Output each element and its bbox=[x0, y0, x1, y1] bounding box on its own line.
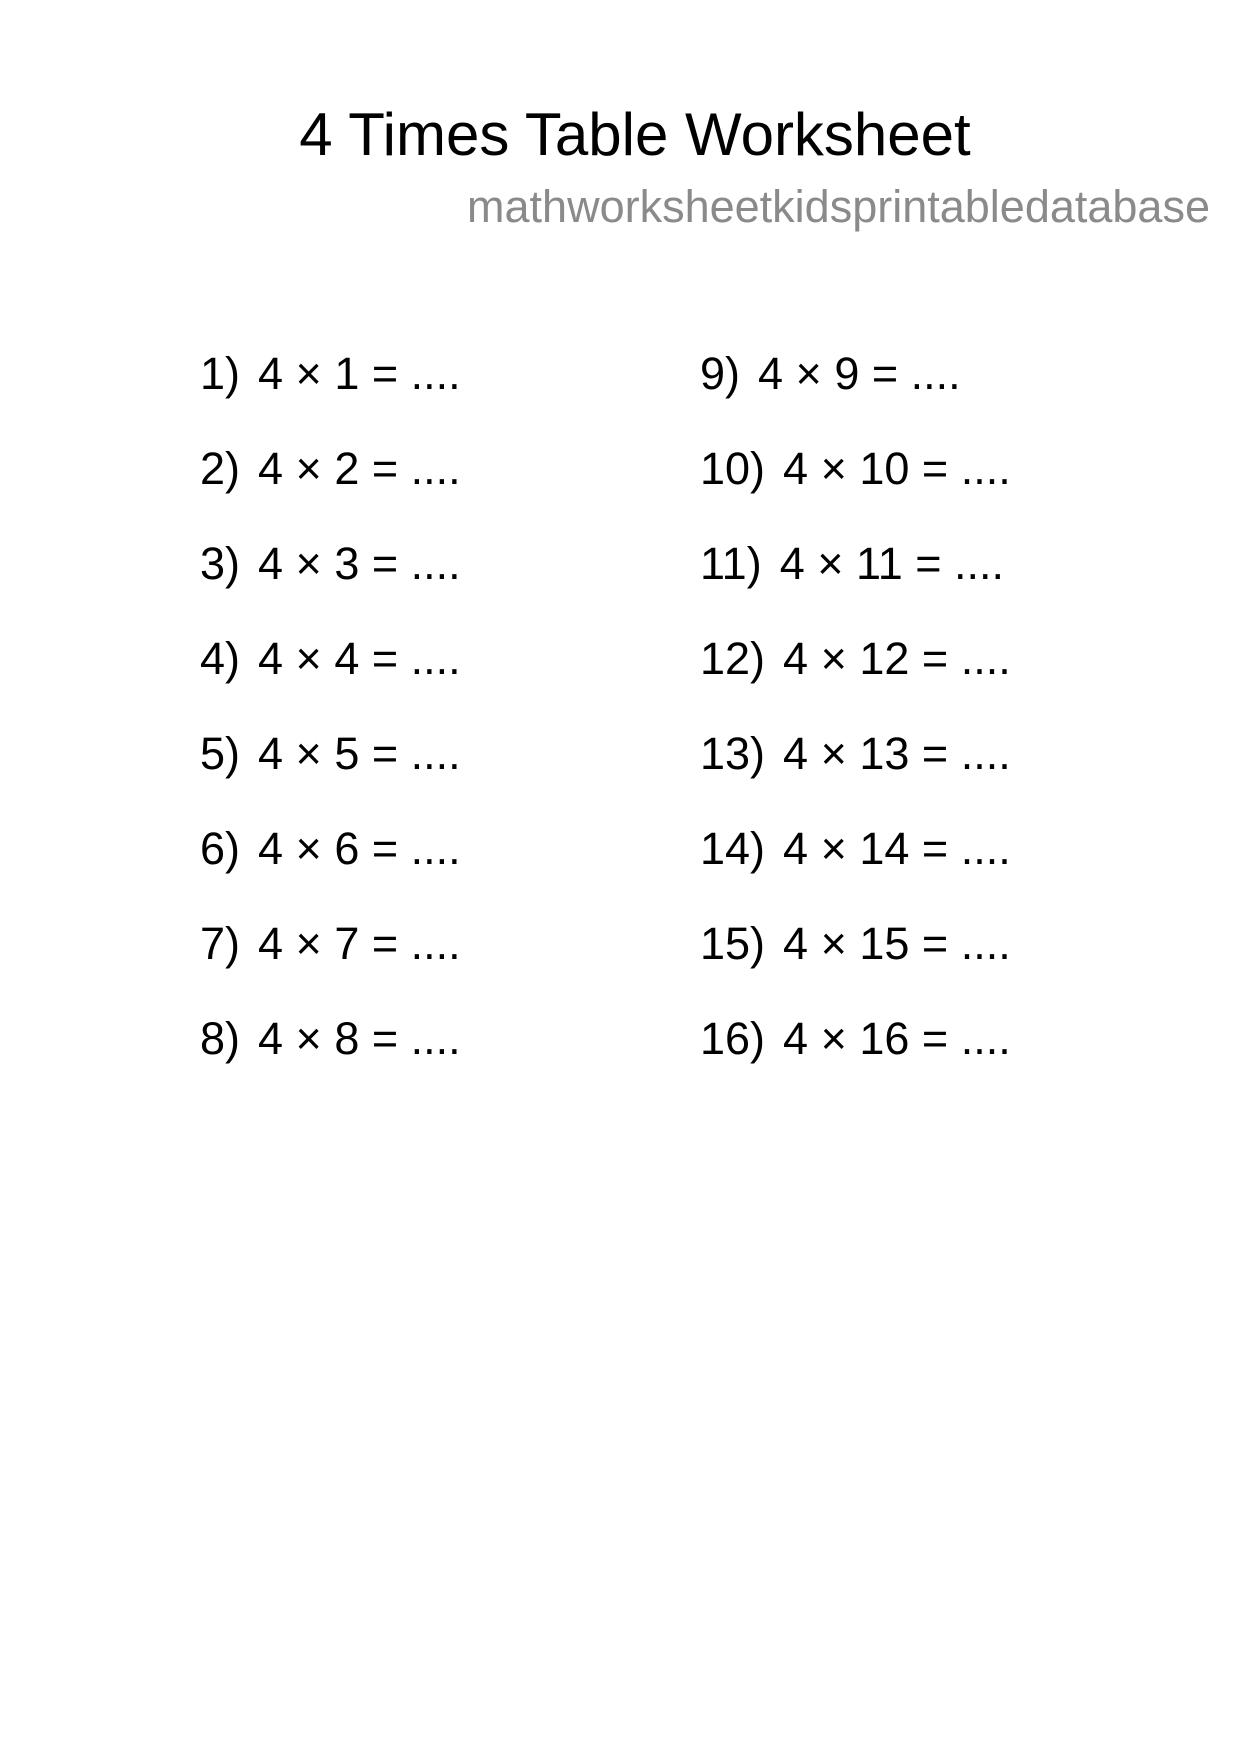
problem-column-left bbox=[200, 344, 461, 1104]
problem-number: 8) bbox=[200, 1013, 241, 1064]
problem-number: 2) bbox=[200, 443, 241, 494]
problem-expression: 4 × 10 = .... bbox=[783, 443, 1011, 494]
problem-item bbox=[200, 534, 461, 629]
problem-number: 1) bbox=[200, 348, 241, 399]
watermark-text: mathworksheetkidsprintabledatabase bbox=[467, 181, 1210, 232]
problem-number: 5) bbox=[200, 728, 241, 779]
problem-number: 10) bbox=[700, 443, 766, 494]
problem-number: 4) bbox=[200, 633, 241, 684]
problem-expression: 4 × 12 = .... bbox=[783, 633, 1011, 684]
problem-item bbox=[700, 534, 1011, 629]
problem-expression: 4 × 8 = .... bbox=[258, 1013, 461, 1064]
problem-expression: 4 × 3 = .... bbox=[258, 538, 461, 589]
problem-item bbox=[700, 344, 1011, 439]
problem-expression: 4 × 4 = .... bbox=[258, 633, 461, 684]
problem-item bbox=[200, 724, 461, 819]
problem-item bbox=[200, 629, 461, 724]
problem-number: 16) bbox=[700, 1013, 766, 1064]
problem-number: 7) bbox=[200, 918, 241, 969]
problem-item bbox=[700, 914, 1011, 1009]
problem-item bbox=[700, 724, 1011, 819]
problem-expression: 4 × 13 = .... bbox=[783, 728, 1011, 779]
problem-column-right bbox=[700, 344, 1011, 1104]
problem-item bbox=[700, 439, 1011, 534]
problem-item bbox=[700, 1009, 1011, 1104]
problem-item bbox=[200, 439, 461, 534]
problem-expression: 4 × 5 = .... bbox=[258, 728, 461, 779]
problem-item bbox=[700, 629, 1011, 724]
problem-item bbox=[200, 819, 461, 914]
problem-expression: 4 × 15 = .... bbox=[783, 918, 1011, 969]
problem-expression: 4 × 1 = .... bbox=[258, 348, 461, 399]
problem-item bbox=[200, 1009, 461, 1104]
problem-number: 12) bbox=[700, 633, 766, 684]
problem-expression: 4 × 14 = .... bbox=[783, 823, 1011, 874]
problem-number: 11) bbox=[700, 538, 762, 589]
problem-expression: 4 × 9 = .... bbox=[758, 348, 961, 399]
problem-expression: 4 × 2 = .... bbox=[258, 443, 461, 494]
problem-expression: 4 × 7 = .... bbox=[258, 918, 461, 969]
problem-number: 14) bbox=[700, 823, 766, 874]
problem-expression: 4 × 16 = .... bbox=[783, 1013, 1011, 1064]
problem-number: 13) bbox=[700, 728, 766, 779]
page-title: 4 Times Table Worksheet bbox=[299, 101, 971, 168]
problem-item bbox=[200, 914, 461, 1009]
problem-item bbox=[200, 344, 461, 439]
problem-expression: 4 × 11 = .... bbox=[779, 538, 1005, 589]
problem-expression: 4 × 6 = .... bbox=[258, 823, 461, 874]
problem-number: 6) bbox=[200, 823, 241, 874]
problem-number: 9) bbox=[700, 348, 741, 399]
problem-number: 3) bbox=[200, 538, 241, 589]
problem-item bbox=[700, 819, 1011, 914]
problem-number: 15) bbox=[700, 918, 766, 969]
